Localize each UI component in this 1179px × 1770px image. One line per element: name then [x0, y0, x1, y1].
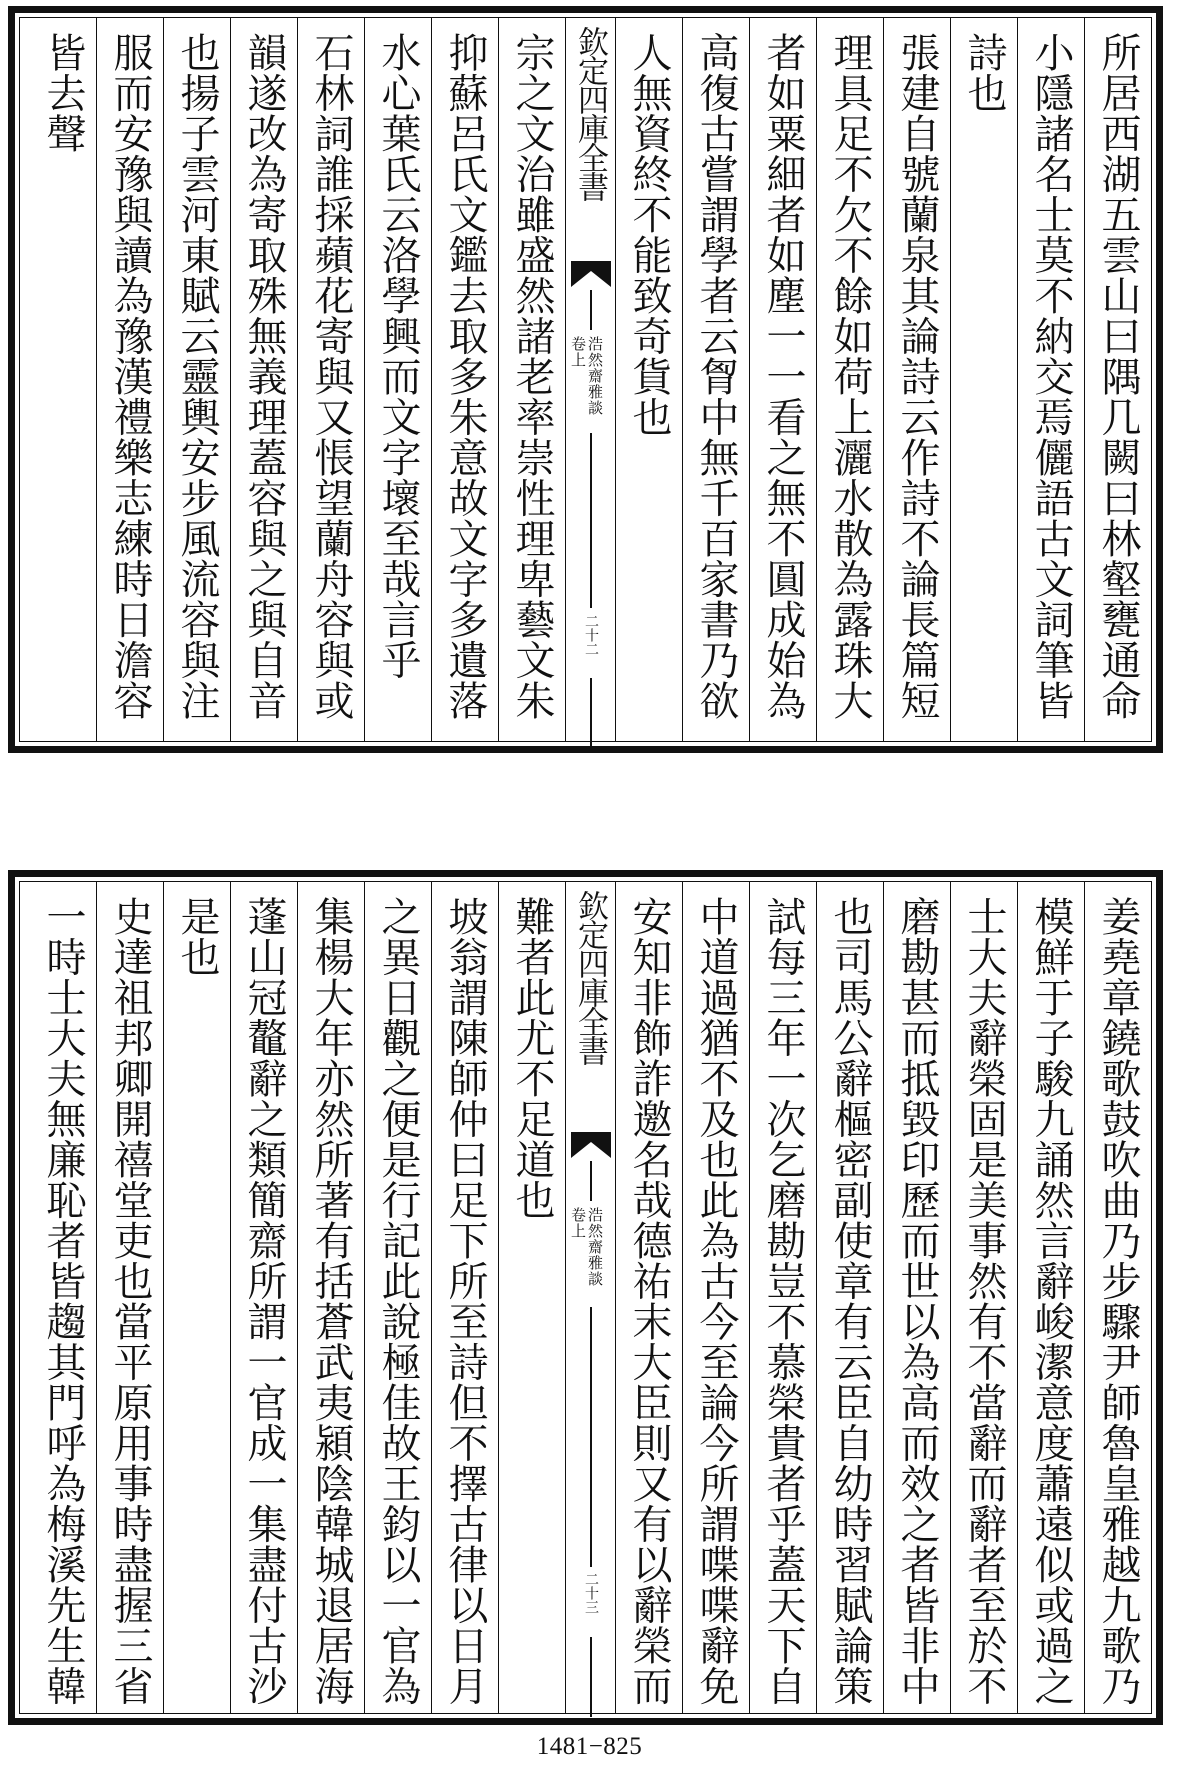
text-column: 難者此尤不足道也: [498, 882, 565, 1713]
text-column: 也揚子雲河東賦云靈輿安步風流容與注: [163, 18, 230, 741]
text-column: 磨勘甚而抵毀印歷而世以為高而效之者皆非中: [883, 882, 950, 1713]
text-column: 試每三年一次乞磨勘豈不慕榮貴者乎蓋天下自: [749, 882, 816, 1713]
text-column: 者如粟細者如塵一一看之無不圓成始為: [749, 18, 816, 741]
text-column: 服而安豫與讀為豫漢禮樂志練時日澹容: [96, 18, 163, 741]
text-column: 是也: [163, 882, 230, 1713]
text-column: 之異日觀之便是行記此說極佳故王鈞以一官為: [364, 882, 431, 1713]
volume-label: 卷上: [569, 336, 587, 368]
text-column: 高復古嘗謂學者云胷中無千百家書乃欲: [682, 18, 749, 741]
text-column: 詩也: [950, 18, 1017, 741]
book-title: 浩然齋雅談: [586, 336, 604, 416]
text-column: 模鮮于子駿九誦然言辭峻潔意度蕭遠似或過之: [1017, 882, 1084, 1713]
bottom-page: [8, 870, 1163, 1725]
text-column: 宗之文治雖盛然諸老率崇性理卑藝文朱: [498, 18, 565, 741]
fishtail-mark-icon: [571, 1132, 611, 1158]
center-line: [590, 290, 592, 330]
fishtail-mark-icon: [571, 261, 611, 287]
text-column: 所居西湖五雲山曰隅几闕曰林壑甕通命: [1084, 18, 1151, 741]
text-column: 石林詞誰採蘋花寄與又悵望蘭舟容與或: [297, 18, 364, 741]
text-column: 坡翁謂陳師仲曰足下所至詩但不擇古律以日月: [431, 882, 498, 1713]
bottom-page-columns: [20, 882, 1151, 1713]
text-column: 抑蘇呂氏文鑑去取多朱意故文字多遺落: [431, 18, 498, 741]
center-margin: [565, 18, 615, 741]
text-column: 韻遂改為寄取殊無義理蓋容與之與自音: [230, 18, 297, 741]
bottom-page-frame: [19, 881, 1152, 1714]
center-line: [590, 1307, 592, 1567]
center-line: [590, 1637, 592, 1717]
top-page-columns: [20, 18, 1151, 741]
text-column: 安知非飾詐邀名哉德祐末大臣則又有以辭榮而: [615, 882, 682, 1713]
text-column: 集楊大年亦然所著有括蒼武夷潁陰韓城退居海: [297, 882, 364, 1713]
text-column: 中道過猶不及也此為古今至論今所謂喋喋辭免: [682, 882, 749, 1713]
text-column: 也司馬公辭樞密副使章有云臣自幼時習賦論策: [816, 882, 883, 1713]
text-column: 人無資終不能致奇貨也: [615, 18, 682, 741]
text-column: 皆去聲: [40, 32, 86, 154]
text-column: 史達祖邦卿開禧堂吏也當平原用事時盡握三省: [96, 882, 163, 1713]
top-page-frame: [19, 17, 1152, 742]
text-column: 理具足不欠不餘如荷上灑水散為露珠大: [816, 18, 883, 741]
text-column: 張建自號蘭泉其論詩云作詩不論長篇短: [883, 18, 950, 741]
text-column: 水心葉氏云洛學興而文字壞至哉言乎: [364, 18, 431, 741]
center-line: [590, 1161, 592, 1201]
text-column: 蓬山冠鼇辭之類簡齋所謂一官成一集盡付古沙: [230, 882, 297, 1713]
center-line: [590, 678, 592, 748]
center-margin: [565, 882, 615, 1713]
book-title: 浩然齋雅談: [586, 1207, 604, 1287]
top-page: [8, 6, 1163, 753]
page-number: 二十二: [583, 614, 599, 656]
center-line: [590, 433, 592, 608]
text-column: 士大夫辭榮固是美事然有不當辭而辭者至於不: [950, 882, 1017, 1713]
page-number: 二十三: [583, 1572, 599, 1614]
text-column: 一時士大夫無廉恥者皆趨其門呼為梅溪先生韓: [40, 896, 86, 1706]
collection-title: 欽定四庫全書: [572, 890, 608, 1064]
page-footer-number: 1481−825: [536, 1733, 643, 1760]
text-column: 姜堯章鐃歌鼓吹曲乃步驟尹師魯皇雅越九歌乃: [1084, 882, 1151, 1713]
text-column: 小隱諸名士莫不納交焉儷語古文詞筆皆: [1017, 18, 1084, 741]
volume-label: 卷上: [569, 1207, 587, 1239]
collection-title: 欽定四庫全書: [572, 26, 608, 200]
